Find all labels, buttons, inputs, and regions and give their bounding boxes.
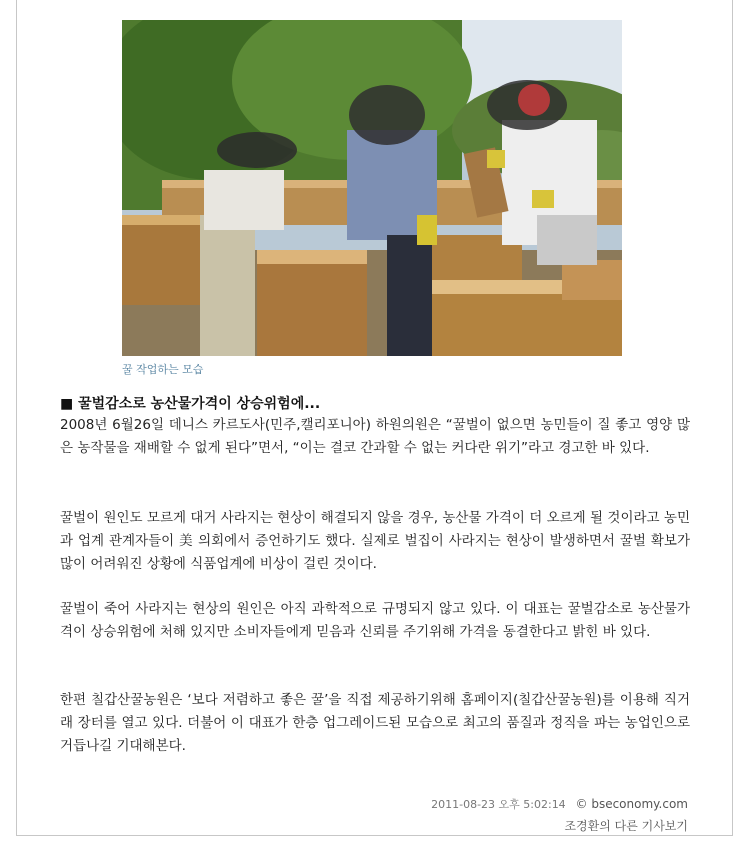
source-label: © bseconomy.com	[575, 797, 688, 811]
article-paragraph: 꿀벌이 죽어 사라지는 현상의 원인은 아직 과학적으로 규명되지 않고 있다. 이 대표는 꿀벌감소로 농산물가격이 상승위험에 처해 있지만 소비자들에게 믿음과 신뢰를 주기위해 가격을 동결한다고 밝힌 바 있다.	[60, 601, 690, 640]
article-meta	[431, 796, 688, 812]
more-articles-link[interactable]: 조경환의 다른 기사보기	[564, 819, 688, 833]
section-heading: ■ 꿀벌감소로 농산물가격이 상승위험에...	[60, 396, 321, 412]
publish-timestamp: 2011-08-23 오후 5:02:14	[431, 798, 566, 811]
article-paragraph: 한편 칠갑산꿀농원은 ‘보다 저렴하고 좋은 꿀’을 직접 제공하기위해 홈페이지(칠갑산꿀농원)를 이용해 직거래 장터를 열고 있다. 더불어 이 대표가 한층 업그레이드된 모습으로 최고의 품질과 정직을 파는 농업인으로 거듭나길 기대해본다.	[60, 692, 690, 754]
article-paragraph: 2008년 6월26일 데니스 카르도사(민주,캘리포니아) 하원의원은 “꿀벌이 없으면 농민들이 질 좋고 영양 많은 농작물을 재배할 수 없게 된다”면서, “이는 결코 간과할 수 없는 커다란 위기”라고 경고한 바 있다.	[60, 417, 690, 456]
article-paragraph: 꿀벌이 원인도 모르게 대거 사라지는 현상이 해결되지 않을 경우, 농산물 가격이 더 오르게 될 것이라고 농민과 업계 관계자들이 美 의회에서 증언하기도 했다. 실제로 벌집이 사라지는 현상이 발생하면서 꿀벌 확보가 많이 어려워진 상황에 식품업계에 비상이 걸린 것이다.	[60, 510, 690, 572]
photo-caption: 꿀 작업하는 모습	[122, 363, 204, 376]
article-photo	[122, 20, 622, 356]
